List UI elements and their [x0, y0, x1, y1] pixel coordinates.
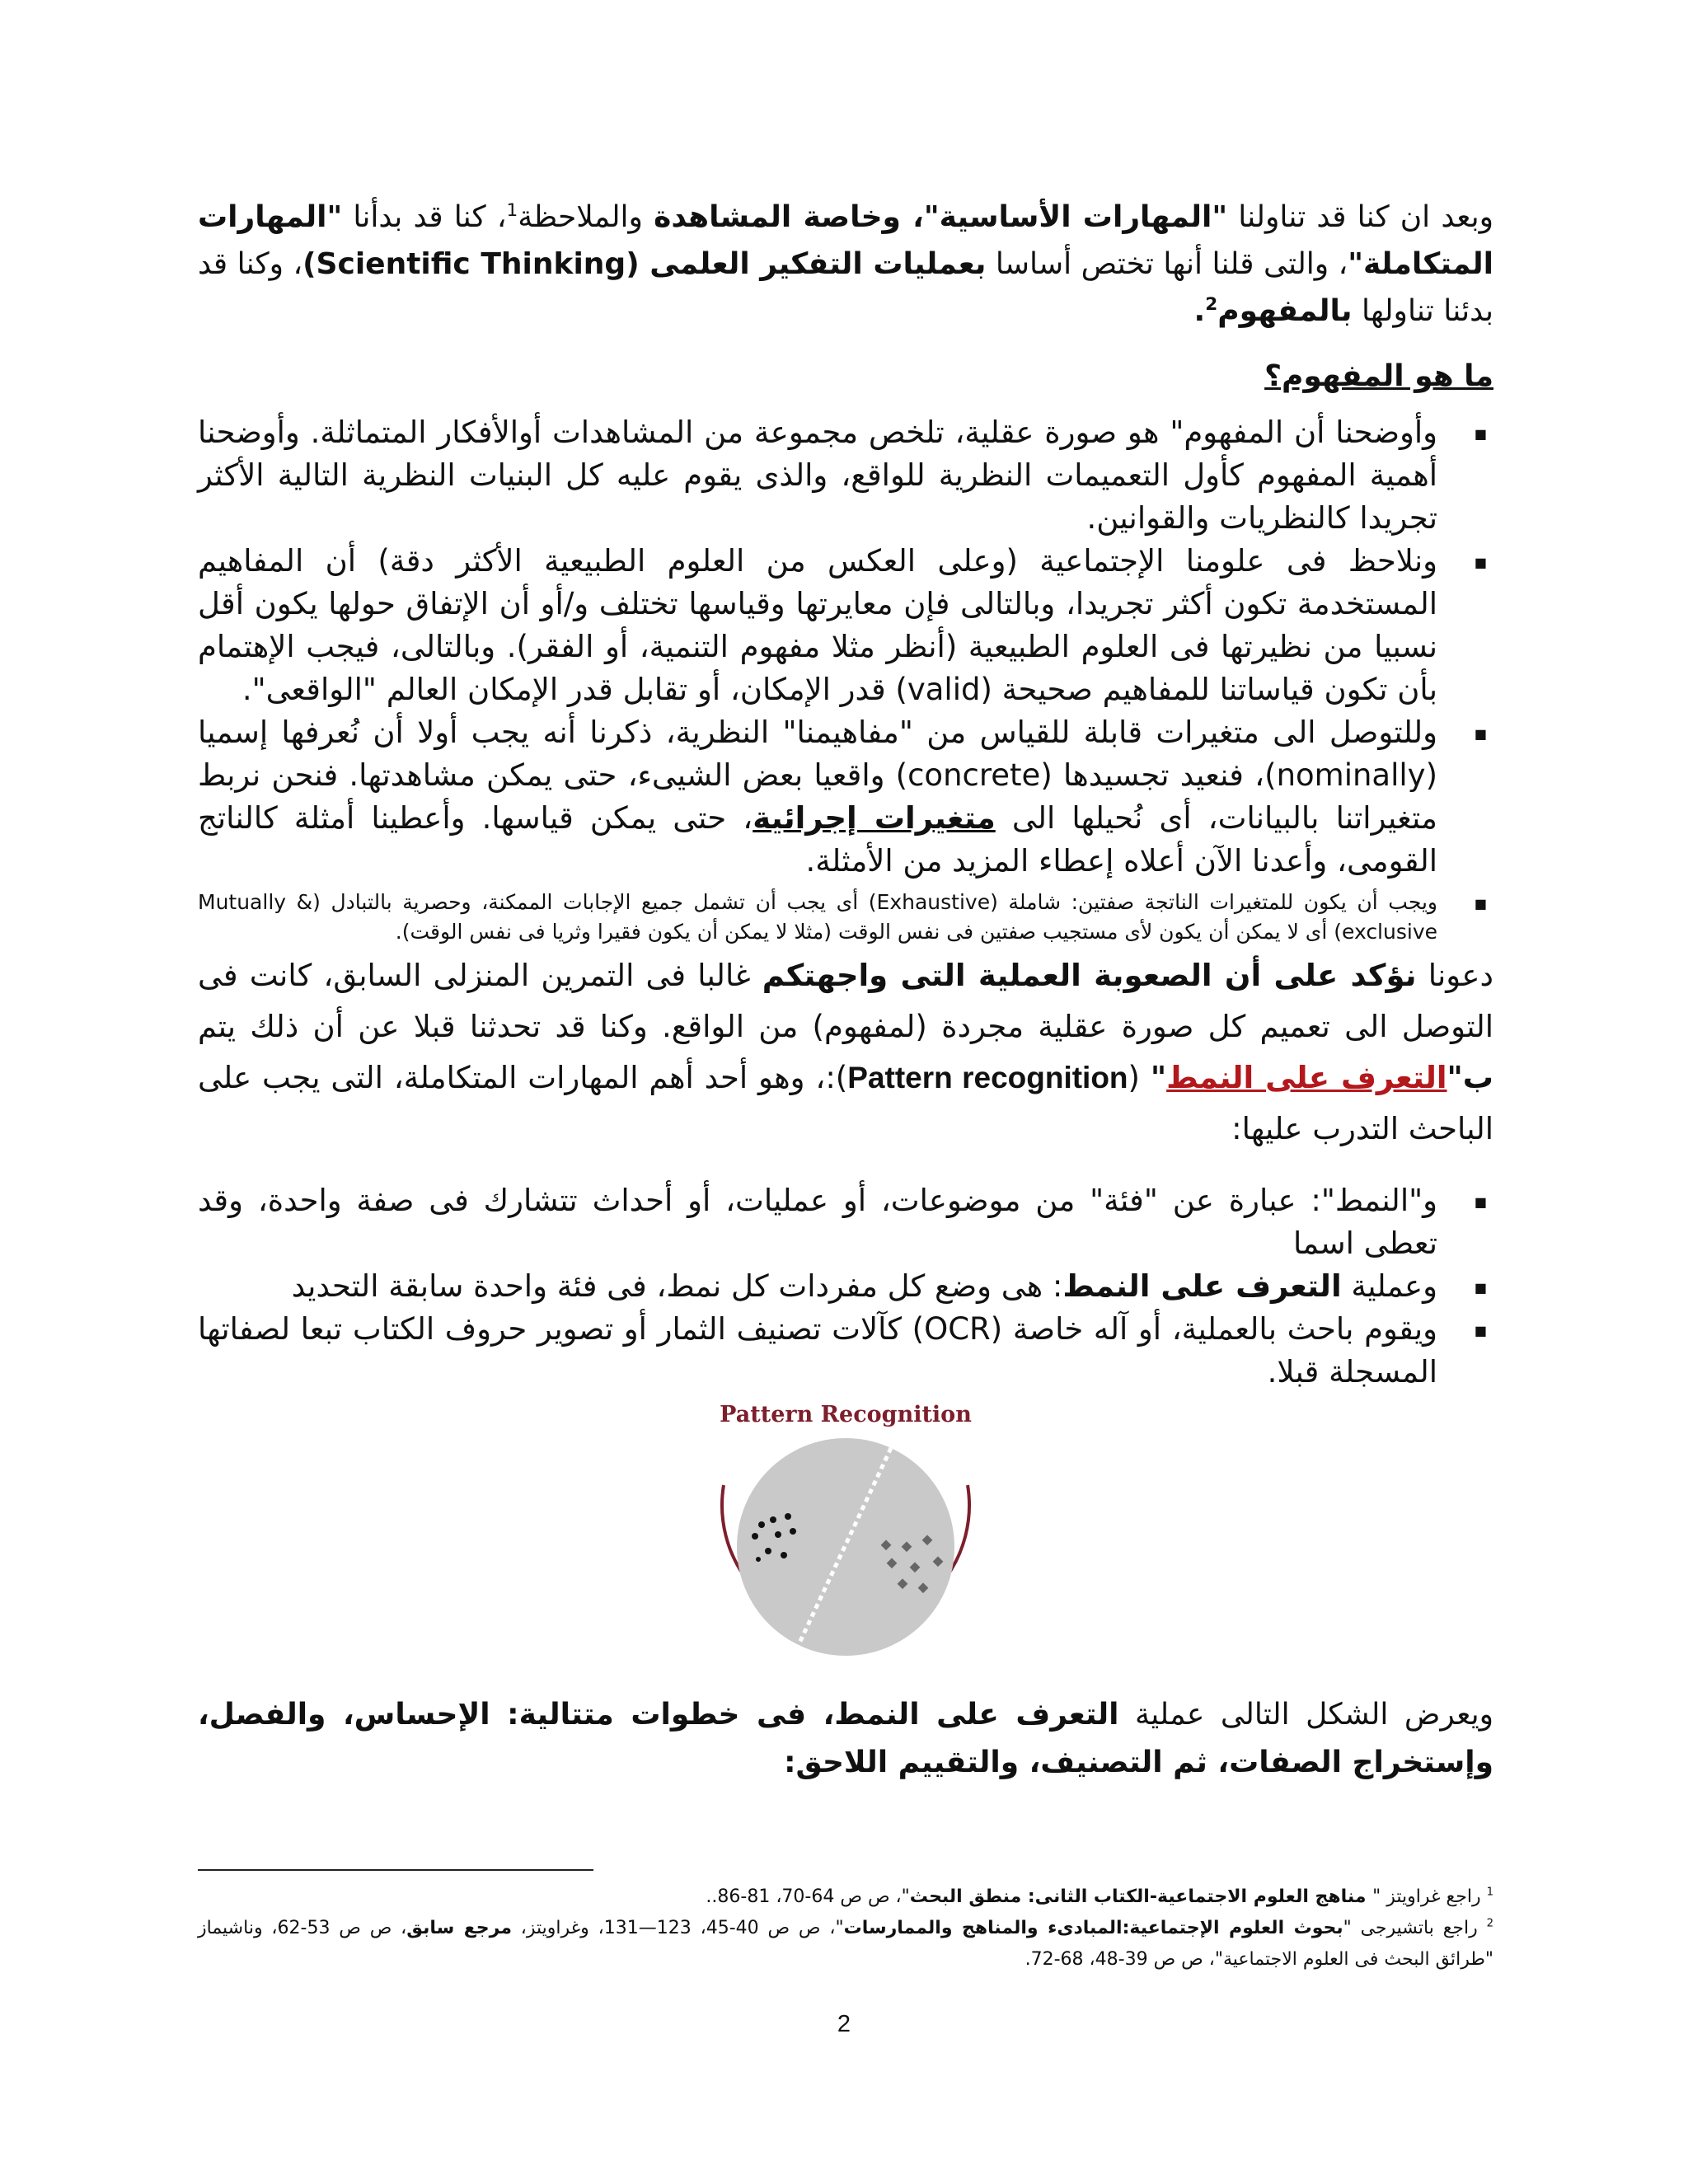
- intro-paragraph: [198, 194, 1493, 335]
- emphasis-difficulty: نؤكد على أن الصعوبة العملية التى واجهتكم: [762, 958, 1417, 993]
- footnote-text: راجع باتشيرجى ": [1343, 1918, 1487, 1938]
- footnote-2: [198, 1913, 1493, 1975]
- pattern-bullet-list: [198, 1179, 1493, 1394]
- list-item: [198, 711, 1493, 883]
- operational-variables-term: متغيرات إجرائية: [753, 800, 996, 836]
- quote-mark: ": [1150, 1060, 1167, 1095]
- section-heading: ما هو المفهوم؟: [1264, 359, 1493, 393]
- intro-text: ، وكنا قد بدئنا تناولها: [198, 247, 1493, 328]
- page-body: [198, 194, 1493, 1787]
- list-item: ■ ويقوم باحث بالعملية، أو آله خاصة (OCR) كآلات تصنيف الثمار أو تصوير حروف الكتاب تبعا لصفاتها المسجلة قبلا.: [198, 1308, 1493, 1394]
- list-item-text: ، حتى يمكن قياسها. وأعطينا أمثلة كالناتج القومى، وأعدنا الآن أعلاه إعطاء المزيد من الأمثلة.: [198, 800, 1437, 879]
- paragraph-text: ):، وهو أحد أهم المهارات المتكاملة، التى يجب على الباحث التدرب عليها:: [198, 1060, 1493, 1146]
- footnote-text: "، ص ص 40-45، 123—131، وغراويتز،: [511, 1918, 844, 1938]
- pattern-recognition-english: Pattern recognition: [847, 1061, 1128, 1094]
- list-item-text: : هى وضع كل مفردات كل نمط، فى فئة واحدة سابقة التحديد: [291, 1268, 1063, 1304]
- quote-mark: ب": [1447, 1060, 1493, 1095]
- intro-text: ، كنا قد بدأنا: [342, 200, 507, 234]
- paragraph-text: (: [1128, 1060, 1151, 1095]
- intro-text: وبعد ان كنا قد تناولنا: [1227, 200, 1493, 234]
- intro-text: ، والتى قلنا أنها تختص أساسا: [986, 247, 1348, 281]
- footnote-text: راجع غراويتز ": [1372, 1886, 1487, 1907]
- footnote-ref-1[interactable]: 1: [506, 200, 518, 221]
- footnote-1: [198, 1882, 1493, 1913]
- footnote-text: ، ص ص 53-62، وناشيماز "طرائق البحث فى العلوم الاجتماعية"، ص ص 39-48، 68-72.: [198, 1918, 1493, 1970]
- footnote-title: مرجع سابق: [406, 1918, 512, 1938]
- pattern-recognition-term: التعرف على النمط: [1166, 1060, 1447, 1095]
- paragraph-text: ويعرض الشكل التالى عملية: [1118, 1698, 1493, 1732]
- intro-text: .: [1193, 294, 1206, 328]
- footnote-number: 2: [1486, 1917, 1493, 1930]
- page-number: 2: [837, 2011, 851, 2037]
- list-item: ■ ونلاحظ فى علومنا الإجتماعية (وعلى العكس من العلوم الطبيعية الأكثر دقة) أن المفاهيم المستخدمة تكون أكثر تجريدا، وبالتالى فإن معايرتها وقياسها تختلف و/أو أن الإتفاق حولها يكون أقل نسبيا من نظيرتها فى العلوم الطبيعية (أنظر مثلا مفهوم التنمية، أو الفقر). وبالتالى، فيجب الإهتمام بأن تكون قياساتنا للمفاهيم صحيحة (valid) قدر الإمكان، أو تقابل قدر الإمكان العالم "الواقعى".: [198, 540, 1493, 711]
- footnote-number: 1: [1486, 1886, 1493, 1899]
- concept-bullet-list: [198, 411, 1493, 947]
- list-item: ■ و"النمط": عبارة عن "فئة" من موضوعات، أو عمليات، أو أحداث تتشارك فى صفة واحدة، وقد تعطى اسما: [198, 1179, 1493, 1265]
- footnote-title: مناهج العلوم الاجتماعية-الكتاب الثانى: منطق البحث: [909, 1886, 1373, 1907]
- intro-bold-scientific-thinking: بعمليات التفكير العلمى (Scientific Thinking): [302, 247, 987, 281]
- intro-text: والملاحظة: [518, 200, 654, 234]
- pattern-recognition-diagram: [673, 1427, 1019, 1666]
- footnote-ref-2[interactable]: 2: [1205, 294, 1218, 315]
- pattern-intro-paragraph: [198, 950, 1493, 1155]
- list-item-text: وعملية: [1341, 1268, 1437, 1304]
- grey-disc: [737, 1438, 954, 1656]
- intro-bold-integrated-skills: "المهارات المتكاملة": [198, 200, 1494, 281]
- list-item: [198, 1265, 1493, 1308]
- footnote-title: بحوث العلوم الإجتماعية:المبادىء والمناهج والممارسات: [843, 1918, 1343, 1938]
- footnote-text: "، ص ص 64-70، 81-86..: [706, 1886, 910, 1907]
- paragraph-text: غالبا فى التمرين المنزلى السابق، كانت فى التوصل الى تعميم كل صورة عقلية مجردة (لمفهوم) من الواقع. وكنا قد تحدثنا قبلا عن أن ذلك يتم: [198, 958, 1493, 1044]
- closing-bold: التعرف على النمط، فى خطوات متتالية: الإحساس، والفصل، وإستخراج الصفات، ثم التصنيف، والتقييم اللاحق:: [198, 1698, 1493, 1779]
- list-item-text: وللتوصل الى متغيرات قابلة للقياس من "مفاهيمنا" النظرية، ذكرنا أنه يجب أولا أن نُعرفها إسميا (nominally)، فنعيد تجسيدها (concrete) واقعيا بعض الشيىء، حتى يمكن مشاهدتها. فنحن نربط متغيراتنا بالبيانات، أى نُحيلها الى: [198, 715, 1437, 836]
- footnote-separator: [198, 1869, 593, 1871]
- paragraph-text: دعونا: [1416, 958, 1493, 993]
- intro-bold-basic-skills: "المهارات الأساسية"، وخاصة المشاهدة: [654, 200, 1228, 234]
- footnotes: [198, 1882, 1493, 1975]
- intro-bold-concept: بالمفهوم: [1217, 294, 1353, 328]
- list-item: ■ وأوضحنا أن المفهوم" هو صورة عقلية، تلخص مجموعة من المشاهدات أوالأفكار المتماثلة. وأوضحنا أهمية المفهوم كأول التعميمات النظرية للواقع، والذى يقوم عليه كل البنيات النظرية التالية الأكثر تجريدا كالنظريات والقوانين.: [198, 411, 1493, 540]
- pattern-recognition-bold: التعرف على النمط: [1062, 1268, 1342, 1304]
- closing-paragraph: [198, 1691, 1493, 1787]
- pattern-recognition-figure: [673, 1402, 1019, 1670]
- figure-caption: Pattern Recognition: [720, 1402, 972, 1427]
- list-item: ■ ويجب أن يكون للمتغيرات الناتجة صفتين: شاملة (Exhaustive) أى يجب أن تشمل جميع الإجابات الممكنة، وحصرية بالتبادل (& Mutually exclusive) أى لا يمكن أن يكون لأى مستجيب صفتين فى نفس الوقت (مثلا لا يمكن أن يكون فقيرا وثريا فى نفس الوقت).: [198, 888, 1493, 947]
